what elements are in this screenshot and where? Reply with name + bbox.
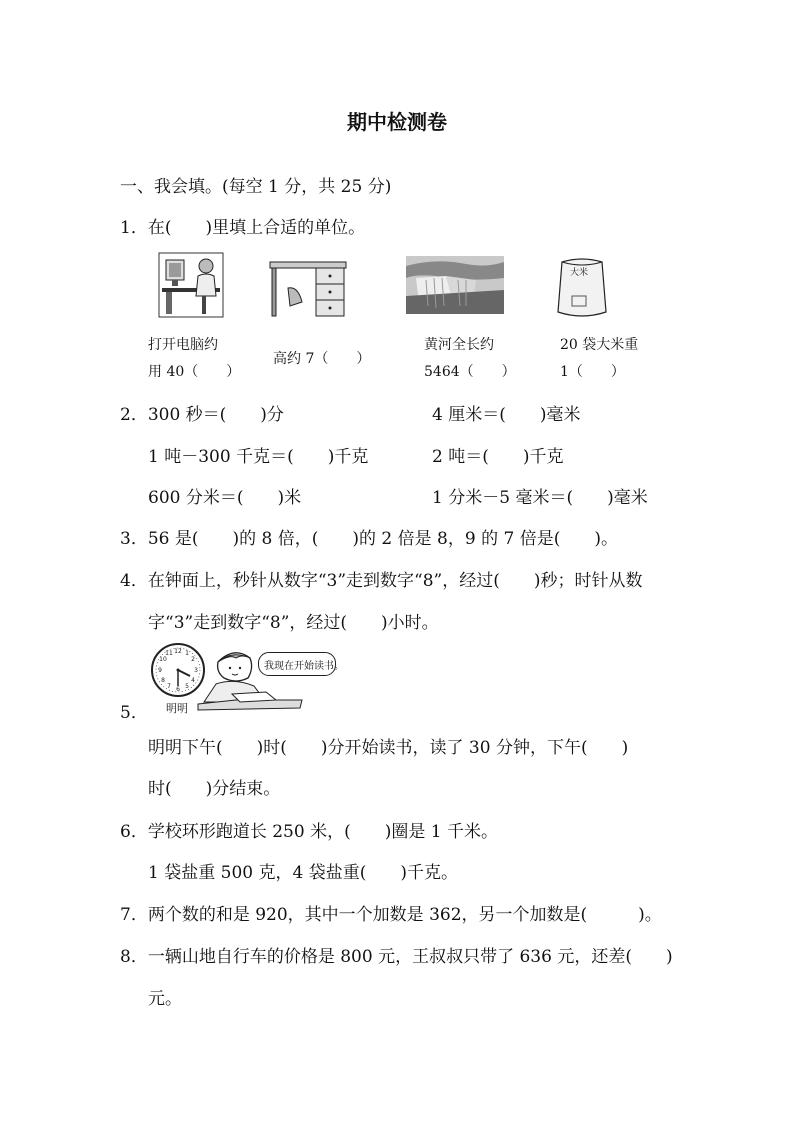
caption-4a: 20 袋大米重	[560, 337, 639, 353]
svg-text:8: 8	[161, 677, 165, 684]
caption-2a: 高约 7（ ）	[273, 351, 371, 367]
speech-bubble-text: 我现在开始读书。	[264, 661, 344, 672]
svg-text:3: 3	[194, 667, 198, 674]
question-8-line1: 8．一辆山地自行车的价格是 800 元，王叔叔只带了 636 元，还差( )	[120, 947, 673, 967]
question-5-line1: 明明下午( )时( )分开始读书，读了 30 分钟，下午( )	[148, 738, 629, 758]
svg-text:2: 2	[191, 656, 195, 663]
svg-text:6: 6	[176, 686, 180, 693]
svg-text:11: 11	[165, 650, 173, 657]
rice-bag-label: 大米	[570, 268, 589, 278]
question-2-row2-right: 2 吨＝( )千克	[432, 447, 564, 467]
question-1-stem: 1．在( )里填上合适的单位。	[120, 218, 366, 238]
question-2-row3-left: 600 分米＝( )米	[148, 488, 302, 508]
section-heading: 一、我会填。(每空 1 分，共 25 分)	[120, 177, 392, 197]
question-4-line2: 字“3”走到数字“8”，经过( )小时。	[148, 613, 439, 633]
caption-1b: 用 40（ ）	[148, 364, 241, 380]
question-2-row1-right: 4 厘米＝( )毫米	[432, 405, 581, 425]
question-6-line2: 1 袋盐重 500 克，4 袋盐重( )千克。	[148, 863, 458, 883]
question-2-row3-right: 1 分米－5 毫米＝( )毫米	[432, 488, 648, 508]
svg-text:1: 1	[185, 650, 189, 657]
caption-3a: 黄河全长约	[424, 337, 494, 353]
question-3: 3．56 是( )的 8 倍，( )的 2 倍是 8，9 的 7 倍是( )。	[120, 529, 618, 549]
desk-image	[268, 258, 348, 318]
caption-1a: 打开电脑约	[148, 337, 218, 353]
caption-4b: 1（ ）	[560, 364, 625, 380]
svg-text:4: 4	[191, 677, 195, 684]
question-8-line2: 元。	[148, 989, 182, 1009]
question-6-line1: 6．学校环形跑道长 250 米，( )圈是 1 千米。	[120, 822, 498, 842]
svg-text:9: 9	[158, 667, 162, 674]
question-2-row2-left: 1 吨－300 千克＝( )千克	[148, 447, 369, 467]
question-4-line1: 4．在钟面上，秒针从数字“3”走到数字“8”，经过( )秒；时针从数	[120, 571, 643, 591]
svg-text:7: 7	[167, 683, 171, 690]
child-name-label: 明明	[166, 702, 188, 715]
question-5-number: 5．	[120, 703, 148, 723]
svg-text:5: 5	[185, 683, 189, 690]
svg-text:12: 12	[174, 648, 182, 655]
waterfall-image	[406, 256, 504, 314]
question-2-row1-left: 2．300 秒＝( )分	[120, 405, 284, 425]
computer-user-image	[158, 252, 224, 318]
caption-3b: 5464（ ）	[424, 364, 516, 380]
question-7: 7．两个数的和是 920，其中一个加数是 362，另一个加数是( )。	[120, 905, 662, 925]
svg-text:10: 10	[159, 656, 167, 663]
question-5-line2: 时( )分结束。	[148, 779, 281, 799]
page-title: 期中检测卷	[347, 110, 447, 134]
